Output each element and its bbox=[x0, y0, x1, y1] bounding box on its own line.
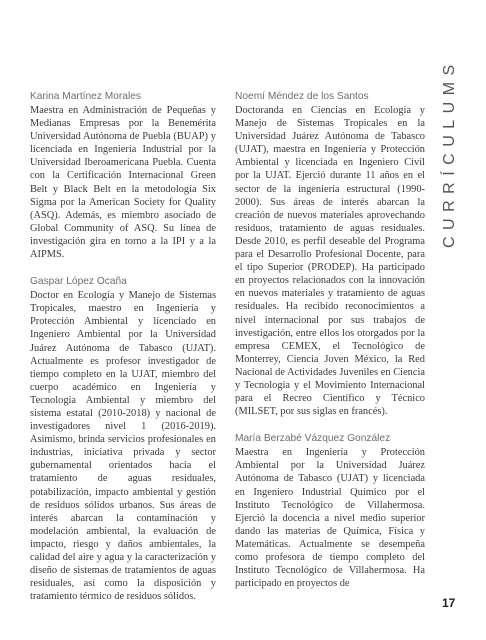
author-bio: Maestra en Ingeniería y Protección Ambiental por la Universidad Juárez Autónoma de Tabasco (UJAT) y licenciada en Ingeniero Industrial Químico por el Instituto Tecnológico de Villahermosa. Ejerció la docencia a nivel medio superior dando las materias de Química, Física y Matemáticas. Actualmente se desempeña como profesora de tiempo completo del Instituto Tecnológico de Villahermosa. Ha participado en proyectos de bbox=[235, 447, 425, 590]
author-name: Karina Martínez Morales bbox=[30, 91, 141, 102]
right-column bbox=[235, 90, 425, 604]
author-name: María Berzabé Vázquez González bbox=[235, 433, 391, 445]
page-number: 17 bbox=[442, 596, 456, 610]
left-column bbox=[30, 90, 216, 617]
cv-entry bbox=[235, 432, 425, 590]
cv-entry bbox=[30, 90, 216, 261]
cv-entry bbox=[235, 90, 425, 418]
author-bio: Doctor en Ecología y Manejo de Sistemas Tropicales, maestro en Ingeniería y Protección Ambiental y licenciado en Ingeniero Ambiental por la Universidad Juárez Autónoma de Tabasco (UJAT). Actualmente es profesor investigador de tiempo completo en la UJAT, miembro del cuerpo académico en Ingeniería y Tecnología Ambiental y miembro del sistema estatal (2010-2018) y nacional de investigadores nivel 1 (2016-2019). Asimismo, brinda servicios profesionales en industrias, iniciativa privada y sector gubernamental orientados hacia el tratamiento de aguas residuales, potabilización, impacto ambiental y gestión de residuos sólidos urbanos. Sus áreas de interés abarcan la contaminación y modelación ambiental, la evaluación de impacto, riesgo y daños ambientales, la calidad del aire y agua y la caracterización y diseño de sistemas de tratamientos de aguas residuales, así como la disposición y tratamiento térmico de residuos sólidos. bbox=[30, 290, 216, 603]
author-bio: Maestra en Administración de Pequeñas y Medianas Empresas por la Benemérita Universidad Autónoma de Puebla (BUAP) y licenciada en Ingeniería Industrial por la Universidad Iberoamericana Puebla. Cuenta con la Certificación Internacional Green Belt y Black Belt en la metodología Six Sigma por la American Society for Quality (ASQ). Además, es miembro asociado de Global Community of ASQ. Su línea de investigación gira en torno a la IPI y a la AIPMS. bbox=[30, 105, 216, 261]
section-title: CURRÍCULUMS bbox=[441, 58, 458, 248]
author-bio: Doctoranda en Ciencias en Ecología y Manejo de Sistemas Tropicales en la Universidad Juárez Autónoma de Tabasco (UJAT), maestra en Ingeniería y Protección Ambiental y licenciada en Ingeniero Civil por la UJAT. Ejerció durante 11 años en el sector de la ingeniería estructural (1990-2000). Sus áreas de interés abarcan la creación de nuevos materiales aprovechando residuos, tratamiento de aguas residuales. Desde 2010, es perfil deseable del Programa para el Desarrollo Profesional Docente, para el tipo Superior (PRODEP). Ha participado en proyectos relacionados con la innovación en nuevos materiales y tratamiento de aguas residuales. Ha recibido reconocimientos a nivel internacional por sus trabajos de investigación, entre ellos los otorgados por la empresa CEMEX, el Tecnológico de Monterrey, Ciencia Joven México, la Red Nacional de Actividades Juveniles en Ciencia y Tecnología y el Movimiento Internacional para el Recreo Científico y Técnico (MILSET, por sus siglas en francés). bbox=[235, 105, 425, 418]
cv-entry bbox=[30, 275, 216, 603]
author-name: Gaspar López Ocaña bbox=[30, 276, 127, 288]
author-name: Noemí Méndez de los Santos bbox=[235, 91, 369, 102]
